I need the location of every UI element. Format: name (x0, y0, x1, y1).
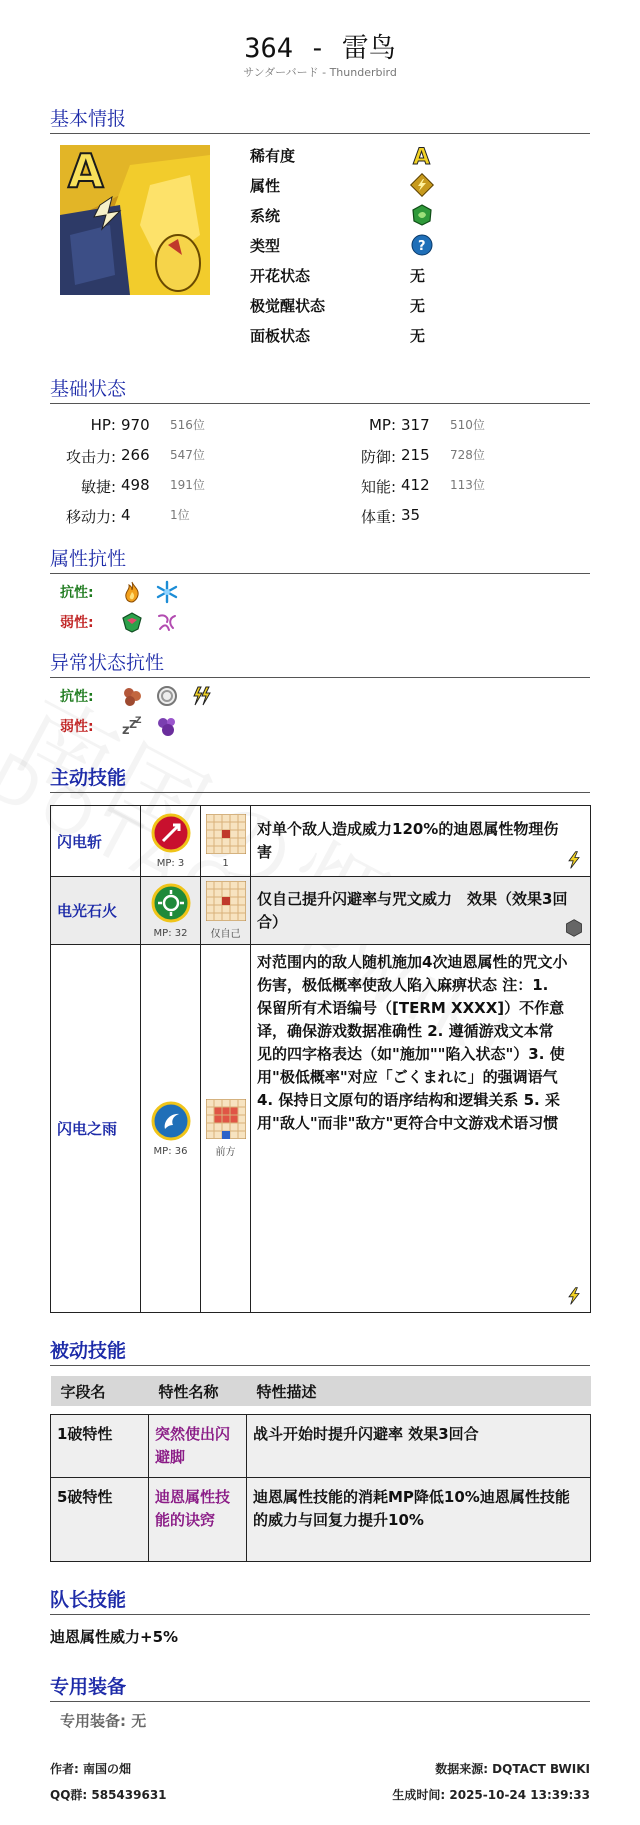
range-grid-icon (206, 1099, 246, 1139)
footer-generated: 生成时间: 2025-10-24 13:39:33 (392, 1788, 590, 1802)
stat-def-label: 防御: (360, 448, 396, 466)
svg-text:A: A (68, 145, 104, 198)
basic-info-value: 无 (410, 267, 426, 285)
range-grid-icon (206, 881, 246, 921)
stat-hp-label: HP: (90, 416, 116, 434)
section-equipment: 专用装备 (50, 1672, 590, 1702)
basic-info-row (250, 233, 470, 259)
lightning-element-icon (410, 173, 434, 197)
skill-icon-cell (141, 806, 201, 877)
page-subtitle: サンダーバード - Thunderbird (243, 66, 397, 79)
stat-weight-label: 体重: (360, 508, 396, 526)
stat-move-value: 4 (121, 506, 131, 524)
range-grid-icon (206, 814, 246, 854)
svg-text:?: ? (418, 239, 426, 254)
section-element-resist: 属性抗性 (50, 544, 590, 574)
stat-def-rank: 728位 (450, 448, 485, 462)
skill-mp: MP: 36 (153, 1145, 188, 1157)
active-skill-row (51, 877, 591, 945)
stat-hp-rank: 516位 (170, 418, 205, 432)
skill-description-cell (251, 806, 591, 877)
equipment-text: 专用装备: 无 (60, 1712, 147, 1730)
stat-int-label: 知能: (360, 478, 396, 496)
stat-hp-value: 970 (121, 416, 150, 434)
svg-text:z: z (122, 723, 130, 738)
basic-info-label: 稀有度 (250, 147, 296, 165)
passive-name: 迪恩属性技能的诀窍 (149, 1477, 247, 1561)
status-weak-label: 弱性: (60, 719, 94, 735)
buff-skill-icon (151, 883, 191, 923)
stat-def-value: 215 (401, 446, 430, 464)
paralysis-status-icon (190, 684, 214, 708)
skill-name: 闪电斩 (51, 806, 141, 877)
skill-icon-cell (141, 945, 201, 1313)
skill-mp: MP: 3 (156, 858, 185, 869)
section-basic-info: 基本情报 (50, 104, 590, 134)
wind-element-icon (155, 610, 179, 634)
stat-agi-label: 敏捷: (80, 478, 116, 496)
passive-skills-table (50, 1376, 591, 1562)
skill-range-cell (201, 806, 251, 877)
footer-source: 数据来源: DQTACT BWIKI (435, 1762, 590, 1776)
magic-type-icon (410, 233, 434, 257)
fire-element-icon (120, 580, 144, 604)
earth-element-icon (120, 610, 144, 634)
stat-mp-rank: 510位 (450, 418, 485, 432)
passive-header-name: 特性名称 (149, 1376, 247, 1406)
section-base-status: 基础状态 (50, 374, 590, 404)
skill-description: 仅自己提升闪避率与咒文威力 效果（效果3回合） (257, 889, 568, 931)
ice-element-icon (155, 580, 179, 604)
basic-info-row (250, 173, 470, 199)
svg-text:Z: Z (135, 716, 142, 726)
basic-info-row (250, 143, 470, 169)
skill-range-label: 前方 (215, 1147, 236, 1158)
basic-info-label: 类型 (250, 237, 281, 255)
passive-header-field: 字段名 (51, 1376, 149, 1406)
stat-weight-value: 35 (401, 506, 421, 524)
skill-icon-cell (141, 877, 201, 945)
svg-text:A: A (413, 145, 431, 167)
passive-header-desc: 特性描述 (247, 1376, 591, 1406)
passive-field: 5破特性 (51, 1477, 149, 1561)
basic-info-label: 面板状态 (250, 327, 311, 345)
skill-name: 闪电之雨 (51, 945, 141, 1313)
leader-skill-text: 迪恩属性威力+5% (50, 1628, 179, 1646)
sleep-status-icon (120, 714, 144, 738)
basic-info-value: 无 (410, 297, 426, 315)
stat-mp-value: 317 (401, 416, 430, 434)
slash-skill-icon (151, 813, 191, 853)
basic-info-row (250, 323, 470, 349)
seal-status-icon (155, 684, 179, 708)
passive-row (51, 1477, 591, 1561)
passive-field: 1破特性 (51, 1414, 149, 1477)
skill-mp: MP: 32 (153, 927, 188, 939)
skill-range-cell (201, 877, 251, 945)
nature-family-icon (410, 203, 434, 227)
fatigue-status-icon (120, 684, 144, 708)
stat-move-label: 移动力: (65, 508, 116, 526)
rank-a-icon (410, 143, 434, 167)
footer-author: 作者: 南国の畑 (50, 1762, 131, 1776)
passive-header-row (51, 1376, 591, 1406)
stat-int-value: 412 (401, 476, 430, 494)
passive-desc: 战斗开始时提升闪避率 效果3回合 (247, 1414, 591, 1477)
footer-qq: QQ群: 585439631 (50, 1788, 167, 1802)
section-active-skills: 主动技能 (50, 763, 590, 793)
page-title: 364 - 雷鸟 (244, 33, 396, 64)
skill-description-cell (251, 877, 591, 945)
skill-name: 电光石火 (51, 877, 141, 945)
none-element-icon (564, 918, 584, 938)
section-leader-skill: 队长技能 (50, 1585, 590, 1615)
stat-int-rank: 113位 (450, 478, 485, 492)
basic-info-row (250, 203, 470, 229)
stat-mp-label: MP: (368, 416, 396, 434)
stat-atk-value: 266 (121, 446, 150, 464)
stat-agi-value: 498 (121, 476, 150, 494)
skill-description: 对单个敌人造成威力120%的迪恩属性物理伤害 (257, 820, 559, 861)
skill-range-cell (201, 945, 251, 1313)
skill-description-cell (251, 945, 591, 1313)
passive-desc: 迪恩属性技能的消耗MP降低10%迪恩属性技能的威力与回复力提升10% (247, 1477, 591, 1561)
passive-name: 突然使出闪避脚 (149, 1414, 247, 1477)
basic-info-label: 系统 (250, 207, 281, 225)
active-skill-row (51, 945, 591, 1313)
stat-move-rank: 1位 (170, 508, 190, 522)
basic-info-row (250, 293, 470, 319)
stat-agi-rank: 191位 (170, 478, 205, 492)
svg-text:Z: Z (129, 718, 137, 731)
basic-info-row (250, 263, 470, 289)
element-resist-label: 抗性: (60, 585, 94, 601)
basic-info-label: 属性 (250, 177, 281, 195)
monster-portrait (60, 145, 210, 295)
passive-row (51, 1414, 591, 1477)
section-status-resist: 异常状态抗性 (50, 648, 590, 678)
lightning-element-icon (564, 1286, 584, 1306)
status-resist-label: 抗性: (60, 689, 94, 705)
poison-status-icon (155, 714, 179, 738)
element-weak-label: 弱性: (60, 615, 94, 631)
skill-range-label: 1 (222, 857, 229, 869)
basic-info-label: 极觉醒状态 (250, 297, 326, 315)
skill-description: 对范围内的敌人随机施加4次迪恩属性的咒文小伤害，极低概率使敌人陷入麻痹状态 注：1. 保留所有术语编号（[TERM XXXX]）不作意译，确保游戏数据准确性 2. 遵循游戏文本常见的四字格表达（如"施加""陷入状态"）3. 使用"极低概率"对应「ごくまれに」的强调语气 4. 保持日文原句的语序结构和逻辑关系 5. 采用"敌人"而非"敌方"更符合中文游戏术语习惯 (257, 953, 568, 1132)
magic-skill-icon (151, 1101, 191, 1141)
lightning-element-icon (564, 850, 584, 870)
active-skills-table (50, 805, 591, 1313)
stat-atk-rank: 547位 (170, 448, 205, 462)
section-passive-skills: 被动技能 (50, 1336, 590, 1366)
basic-info-label: 开花状态 (250, 267, 311, 285)
skill-range-label: 仅自己 (210, 929, 241, 940)
active-skill-row (51, 806, 591, 877)
stat-atk-label: 攻击力: (65, 448, 116, 466)
basic-info-value: 无 (410, 327, 426, 345)
